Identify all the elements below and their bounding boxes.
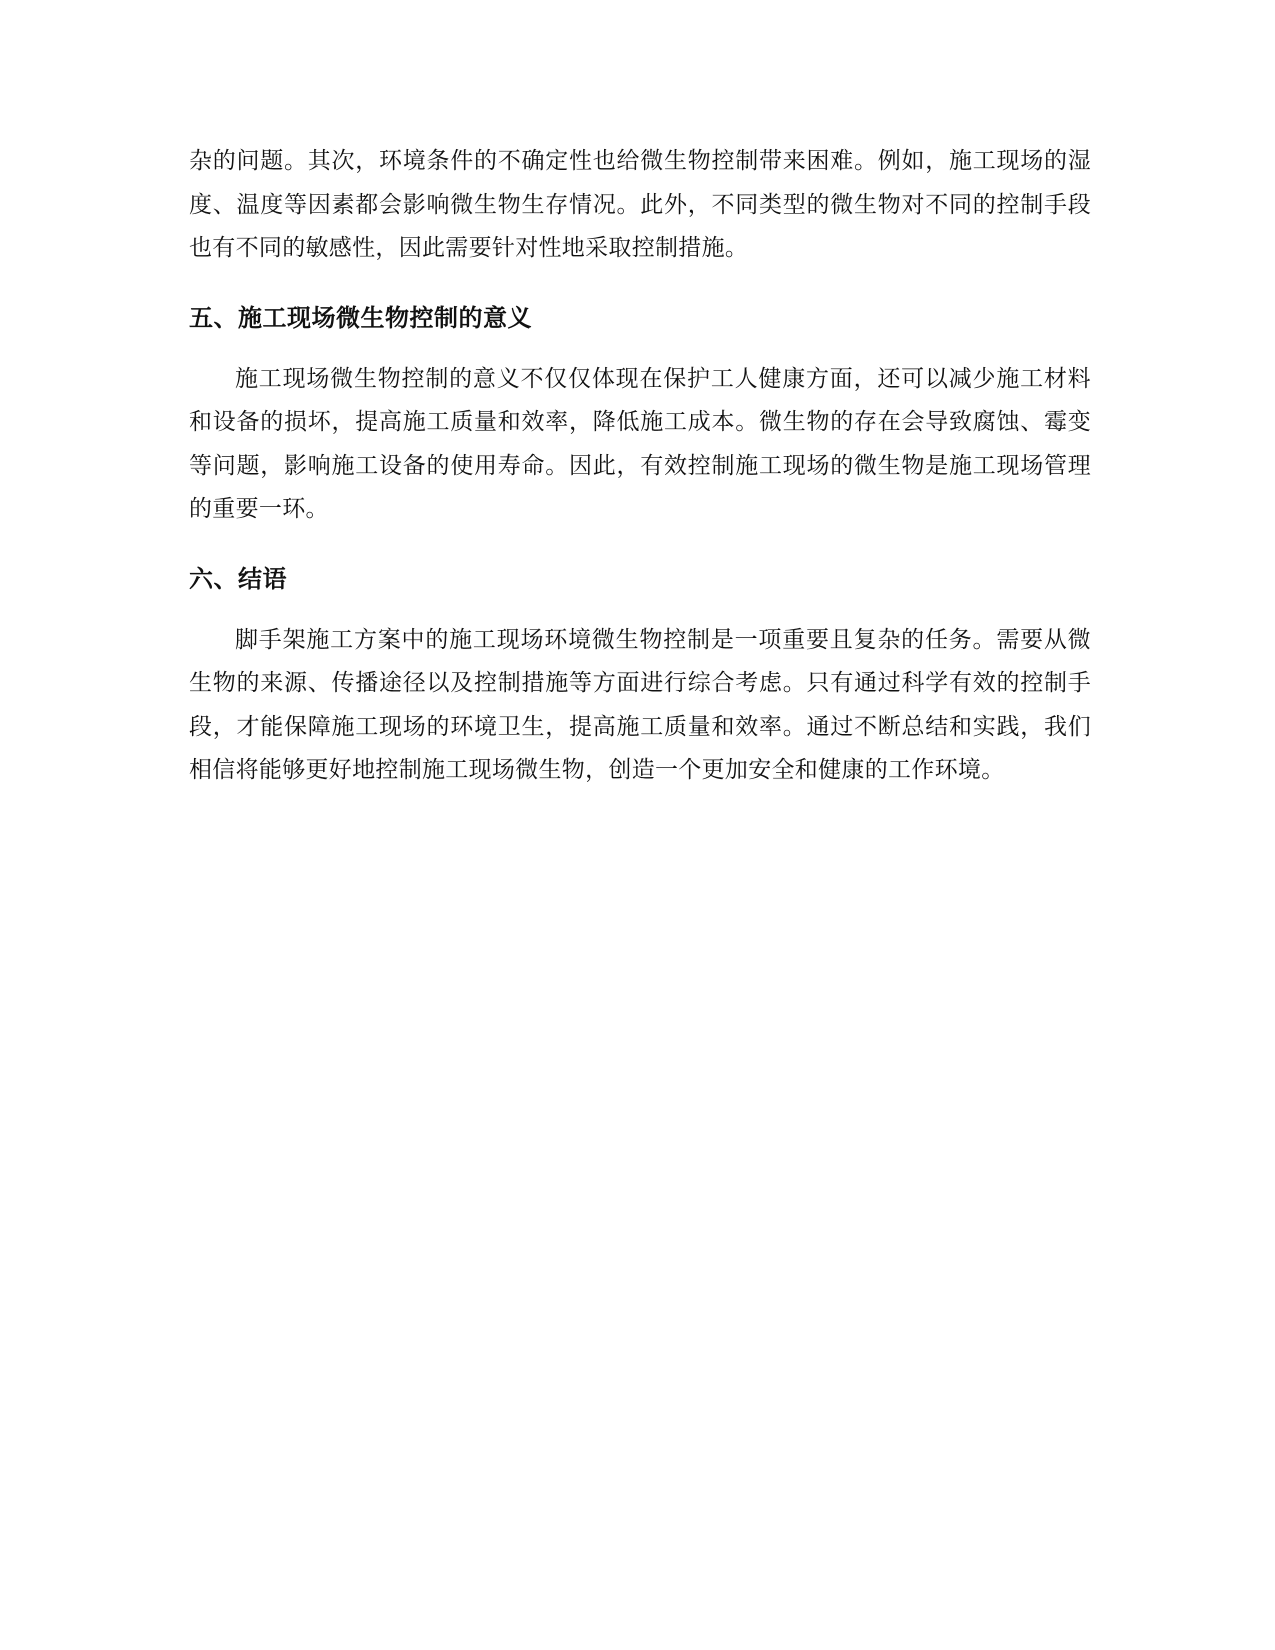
section-heading-conclusion: 六、结语 (189, 564, 287, 593)
section-paragraph-significance: 施工现场微生物控制的意义不仅仅体现在保护工人健康方面，还可以减少施工材料和设备的损坏，提高施工质量和效率，降低施工成本。微生物的存在会导致腐蚀、霉变等问题，影响施工设备的使用寿命。因此，有效控制施工现场的微生物是施工现场管理的重要一环。 (189, 365, 1091, 522)
section-heading-significance: 五、施工现场微生物控制的意义 (189, 303, 532, 332)
continuation-paragraph: 杂的问题。其次，环境条件的不确定性也给微生物控制带来困难。例如，施工现场的湿度、温度等因素都会影响微生物生存情况。此外，不同类型的微生物对不同的控制手段也有不同的敏感性，因此需要针对性地采取控制措施。 (189, 148, 1091, 261)
document-body (189, 140, 1091, 793)
section-paragraph-conclusion: 脚手架施工方案中的施工现场环境微生物控制是一项重要且复杂的任务。需要从微生物的来源、传播途径以及控制措施等方面进行综合考虑。只有通过科学有效的控制手段，才能保障施工现场的环境卫生，提高施工质量和效率。通过不断总结和实践，我们相信将能够更好地控制施工现场微生物，创造一个更加安全和健康的工作环境。 (189, 626, 1091, 783)
